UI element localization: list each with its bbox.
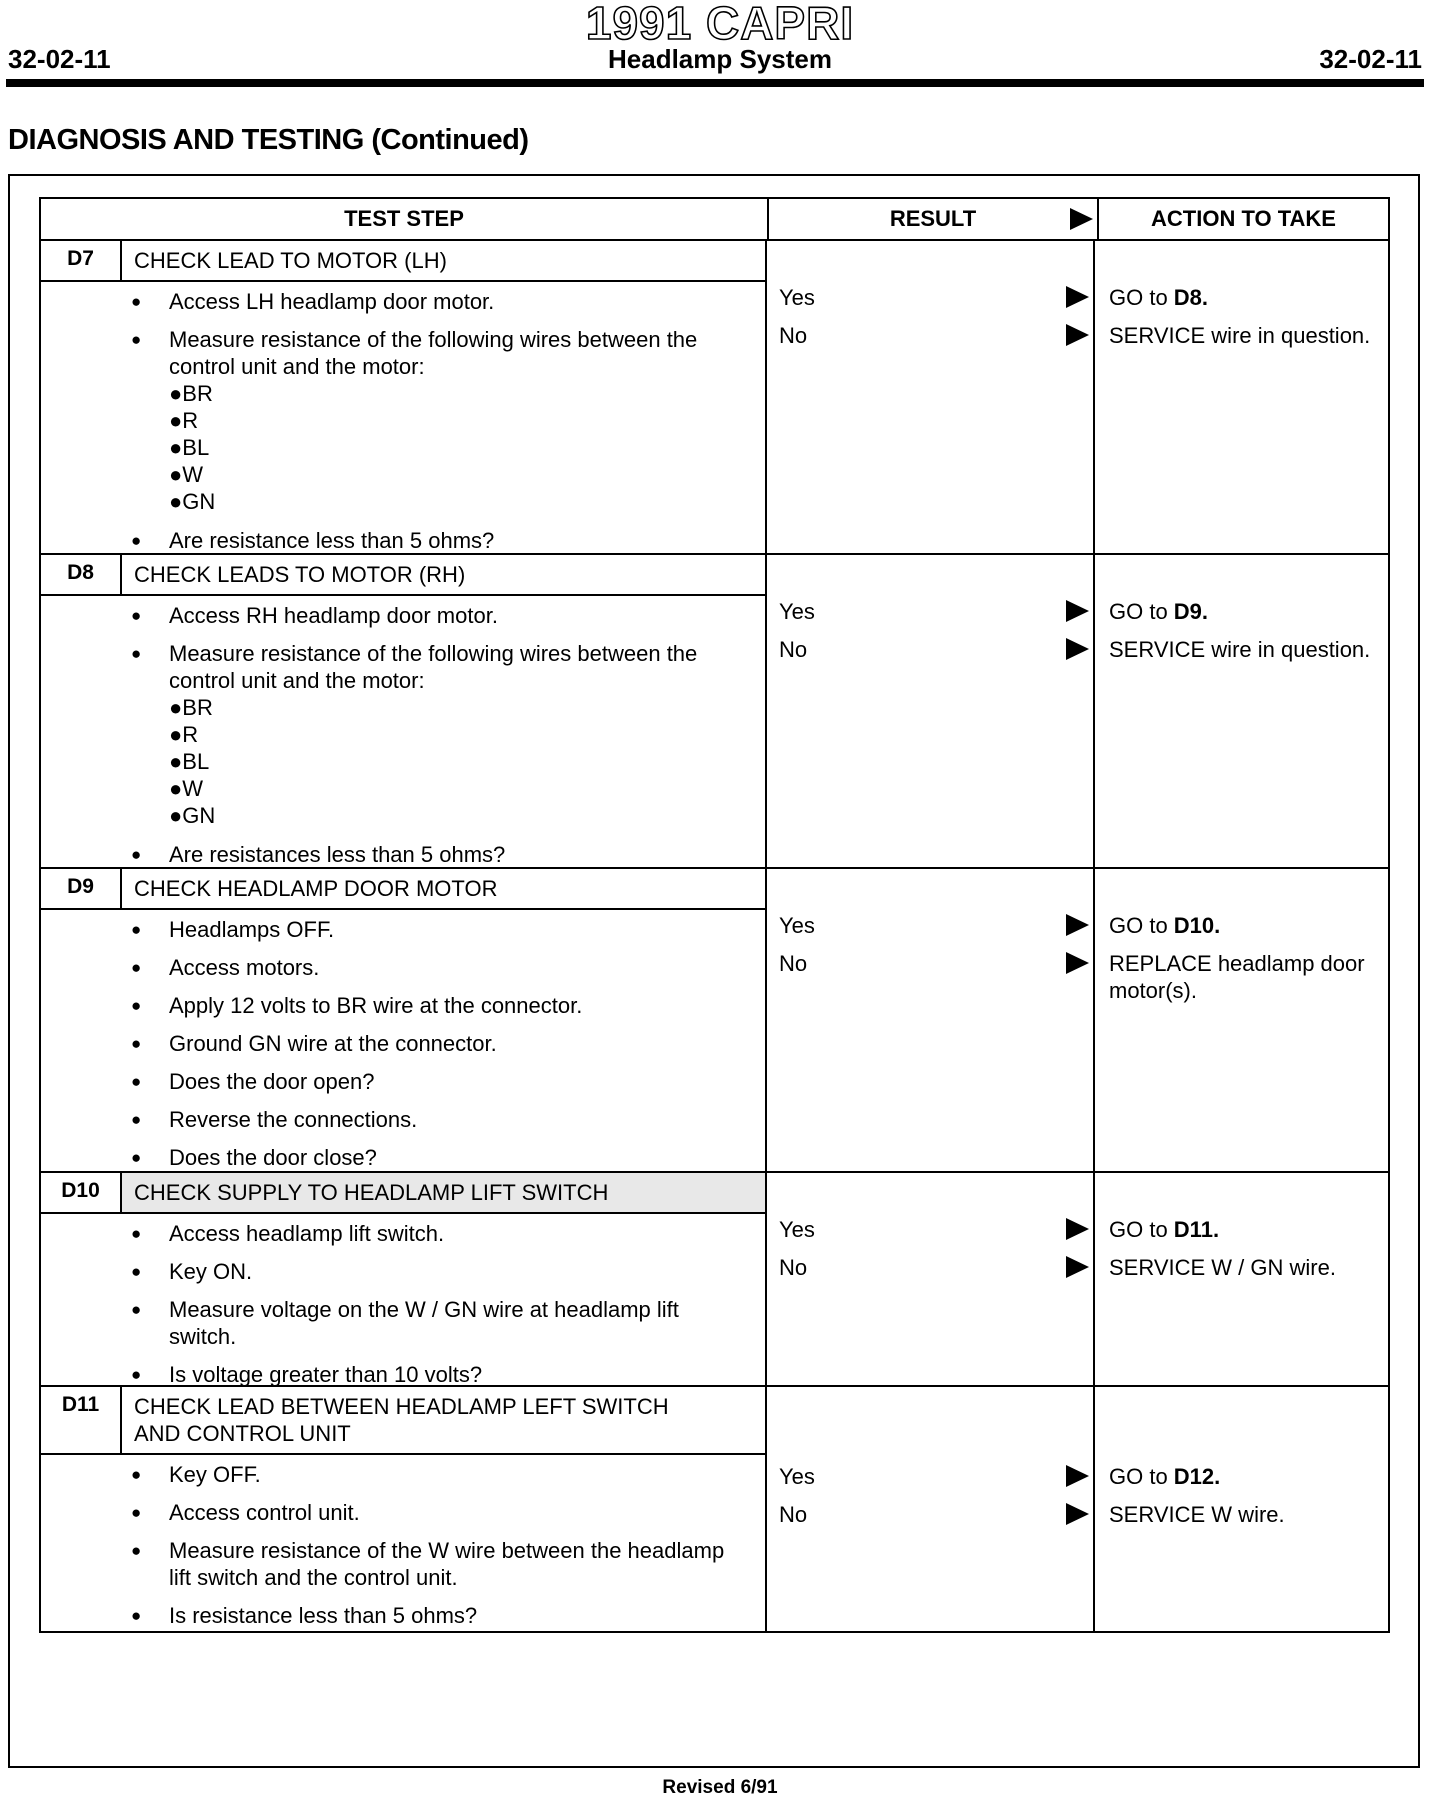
- column-header-test-step: TEST STEP: [41, 199, 769, 239]
- step-bullet: ● Ground GN wire at the connector.: [131, 1030, 745, 1057]
- test-step-d8: [41, 555, 1388, 869]
- step-bullet: ● Reverse the connections.: [131, 1106, 745, 1133]
- step-bullet: ● Does the door close?: [131, 1144, 745, 1171]
- wire-item: ●BR: [169, 695, 213, 720]
- step-bullet: ● Measure resistance of the W wire between the headlamp lift switch and the control unit.: [131, 1537, 745, 1591]
- column-header-result-label: RESULT: [889, 206, 977, 231]
- step-id: D9: [41, 869, 122, 908]
- step-bullet: ● Access LH headlamp door motor.: [131, 288, 745, 315]
- step-title: CHECK LEAD BETWEEN HEADLAMP LEFT SWITCH AND CONTROL UNIT: [134, 1394, 669, 1446]
- step-title: CHECK LEAD TO MOTOR (LH): [134, 248, 447, 273]
- system-title: Headlamp System: [608, 44, 832, 74]
- result-yes: Yes: [779, 599, 815, 624]
- arrow-right-icon: [1066, 638, 1089, 660]
- action-yes: GO to D11.: [1109, 1217, 1220, 1242]
- result-yes: Yes: [779, 285, 815, 310]
- step-bullet: ● Are resistance less than 5 ohms?: [131, 527, 745, 554]
- result-yes: Yes: [779, 913, 815, 938]
- test-step-d10: [41, 1173, 1388, 1387]
- test-step-d7: [41, 241, 1388, 555]
- wire-item: ●BL: [169, 435, 210, 460]
- result-no: No: [779, 1502, 808, 1527]
- result-no: No: [779, 323, 808, 348]
- action-yes: GO to D8.: [1109, 285, 1209, 310]
- step-id: D8: [41, 555, 122, 594]
- step-id: D11: [41, 1387, 122, 1453]
- action-no: REPLACE headlamp door motor(s).: [1109, 951, 1365, 1003]
- arrow-right-icon: [1066, 600, 1089, 622]
- vehicle-title: 1991 CAPRI: [585, 0, 855, 49]
- column-header-result: [769, 199, 1099, 239]
- arrow-right-icon: [1066, 1503, 1089, 1525]
- section-heading: DIAGNOSIS AND TESTING (Continued): [8, 124, 529, 156]
- step-id: D7: [41, 241, 122, 280]
- wire-item: ●W: [169, 776, 204, 801]
- step-title: CHECK LEADS TO MOTOR (RH): [134, 562, 466, 587]
- result-no: No: [779, 1255, 808, 1280]
- action-no: SERVICE wire in question.: [1109, 323, 1371, 348]
- action-no: SERVICE W / GN wire.: [1109, 1255, 1336, 1280]
- section-number-left: 32-02-11: [8, 44, 111, 74]
- step-bullet: ● Does the door open?: [131, 1068, 745, 1095]
- wire-item: ●GN: [169, 803, 216, 828]
- step-title: CHECK SUPPLY TO HEADLAMP LIFT SWITCH: [122, 1173, 765, 1212]
- arrow-right-icon: [1066, 952, 1089, 974]
- arrow-right-icon: [1066, 914, 1089, 936]
- step-bullet: ● Are resistances less than 5 ohms?: [131, 841, 745, 868]
- step-bullet: ● Measure voltage on the W / GN wire at headlamp lift switch.: [131, 1296, 745, 1350]
- arrow-right-icon: [1070, 208, 1093, 230]
- wire-item: ●BR: [169, 381, 213, 406]
- test-step-d9: [41, 869, 1388, 1173]
- step-bullet: ● Measure resistance of the following wires between the control unit and the motor: ●BR ●R ●BL ●W ●GN: [131, 640, 745, 829]
- header-rule: [6, 79, 1424, 87]
- step-bullet: ● Is resistance less than 5 ohms?: [131, 1602, 745, 1629]
- wire-item: ●GN: [169, 489, 216, 514]
- result-no: No: [779, 637, 808, 662]
- step-bullet: ● Measure resistance of the following wires between the control unit and the motor: ●BR ●R ●BL ●W ●GN: [131, 326, 745, 515]
- arrow-right-icon: [1066, 1465, 1089, 1487]
- result-yes: Yes: [779, 1464, 815, 1489]
- arrow-right-icon: [1066, 1256, 1089, 1278]
- step-bullet: ● Access RH headlamp door motor.: [131, 602, 745, 629]
- wire-item: ●R: [169, 722, 199, 747]
- result-yes: Yes: [779, 1217, 815, 1242]
- action-yes: GO to D10.: [1109, 913, 1221, 938]
- arrow-right-icon: [1066, 286, 1089, 308]
- step-bullet: ● Key ON.: [131, 1258, 745, 1285]
- action-yes: GO to D9.: [1109, 599, 1209, 624]
- action-yes: GO to D12.: [1109, 1464, 1221, 1489]
- wire-item: ●BL: [169, 749, 210, 774]
- table-header: [41, 199, 1388, 241]
- step-title: CHECK HEADLAMP DOOR MOTOR: [134, 876, 498, 901]
- diagnosis-table: [39, 197, 1390, 1633]
- step-bullet: ● Key OFF.: [131, 1461, 745, 1488]
- column-header-action: ACTION TO TAKE: [1151, 206, 1336, 231]
- arrow-right-icon: [1066, 324, 1089, 346]
- step-bullet: ● Is voltage greater than 10 volts?: [131, 1361, 745, 1388]
- action-no: SERVICE W wire.: [1109, 1502, 1285, 1527]
- wire-item: ●R: [169, 408, 199, 433]
- action-no: SERVICE wire in question.: [1109, 637, 1371, 662]
- wire-item: ●W: [169, 462, 204, 487]
- revision-footer: Revised 6/91: [662, 1777, 778, 1798]
- arrow-right-icon: [1066, 1218, 1089, 1240]
- step-bullet: ● Access control unit.: [131, 1499, 745, 1526]
- section-number-right: 32-02-11: [1319, 44, 1422, 74]
- step-bullet: ● Headlamps OFF.: [131, 916, 745, 943]
- result-no: No: [779, 951, 808, 976]
- step-id: D10: [41, 1173, 122, 1212]
- test-step-d11: [41, 1387, 1388, 1631]
- step-bullet: ● Apply 12 volts to BR wire at the connector.: [131, 992, 745, 1019]
- step-bullet: ● Access headlamp lift switch.: [131, 1220, 745, 1247]
- step-bullet: ● Access motors.: [131, 954, 745, 981]
